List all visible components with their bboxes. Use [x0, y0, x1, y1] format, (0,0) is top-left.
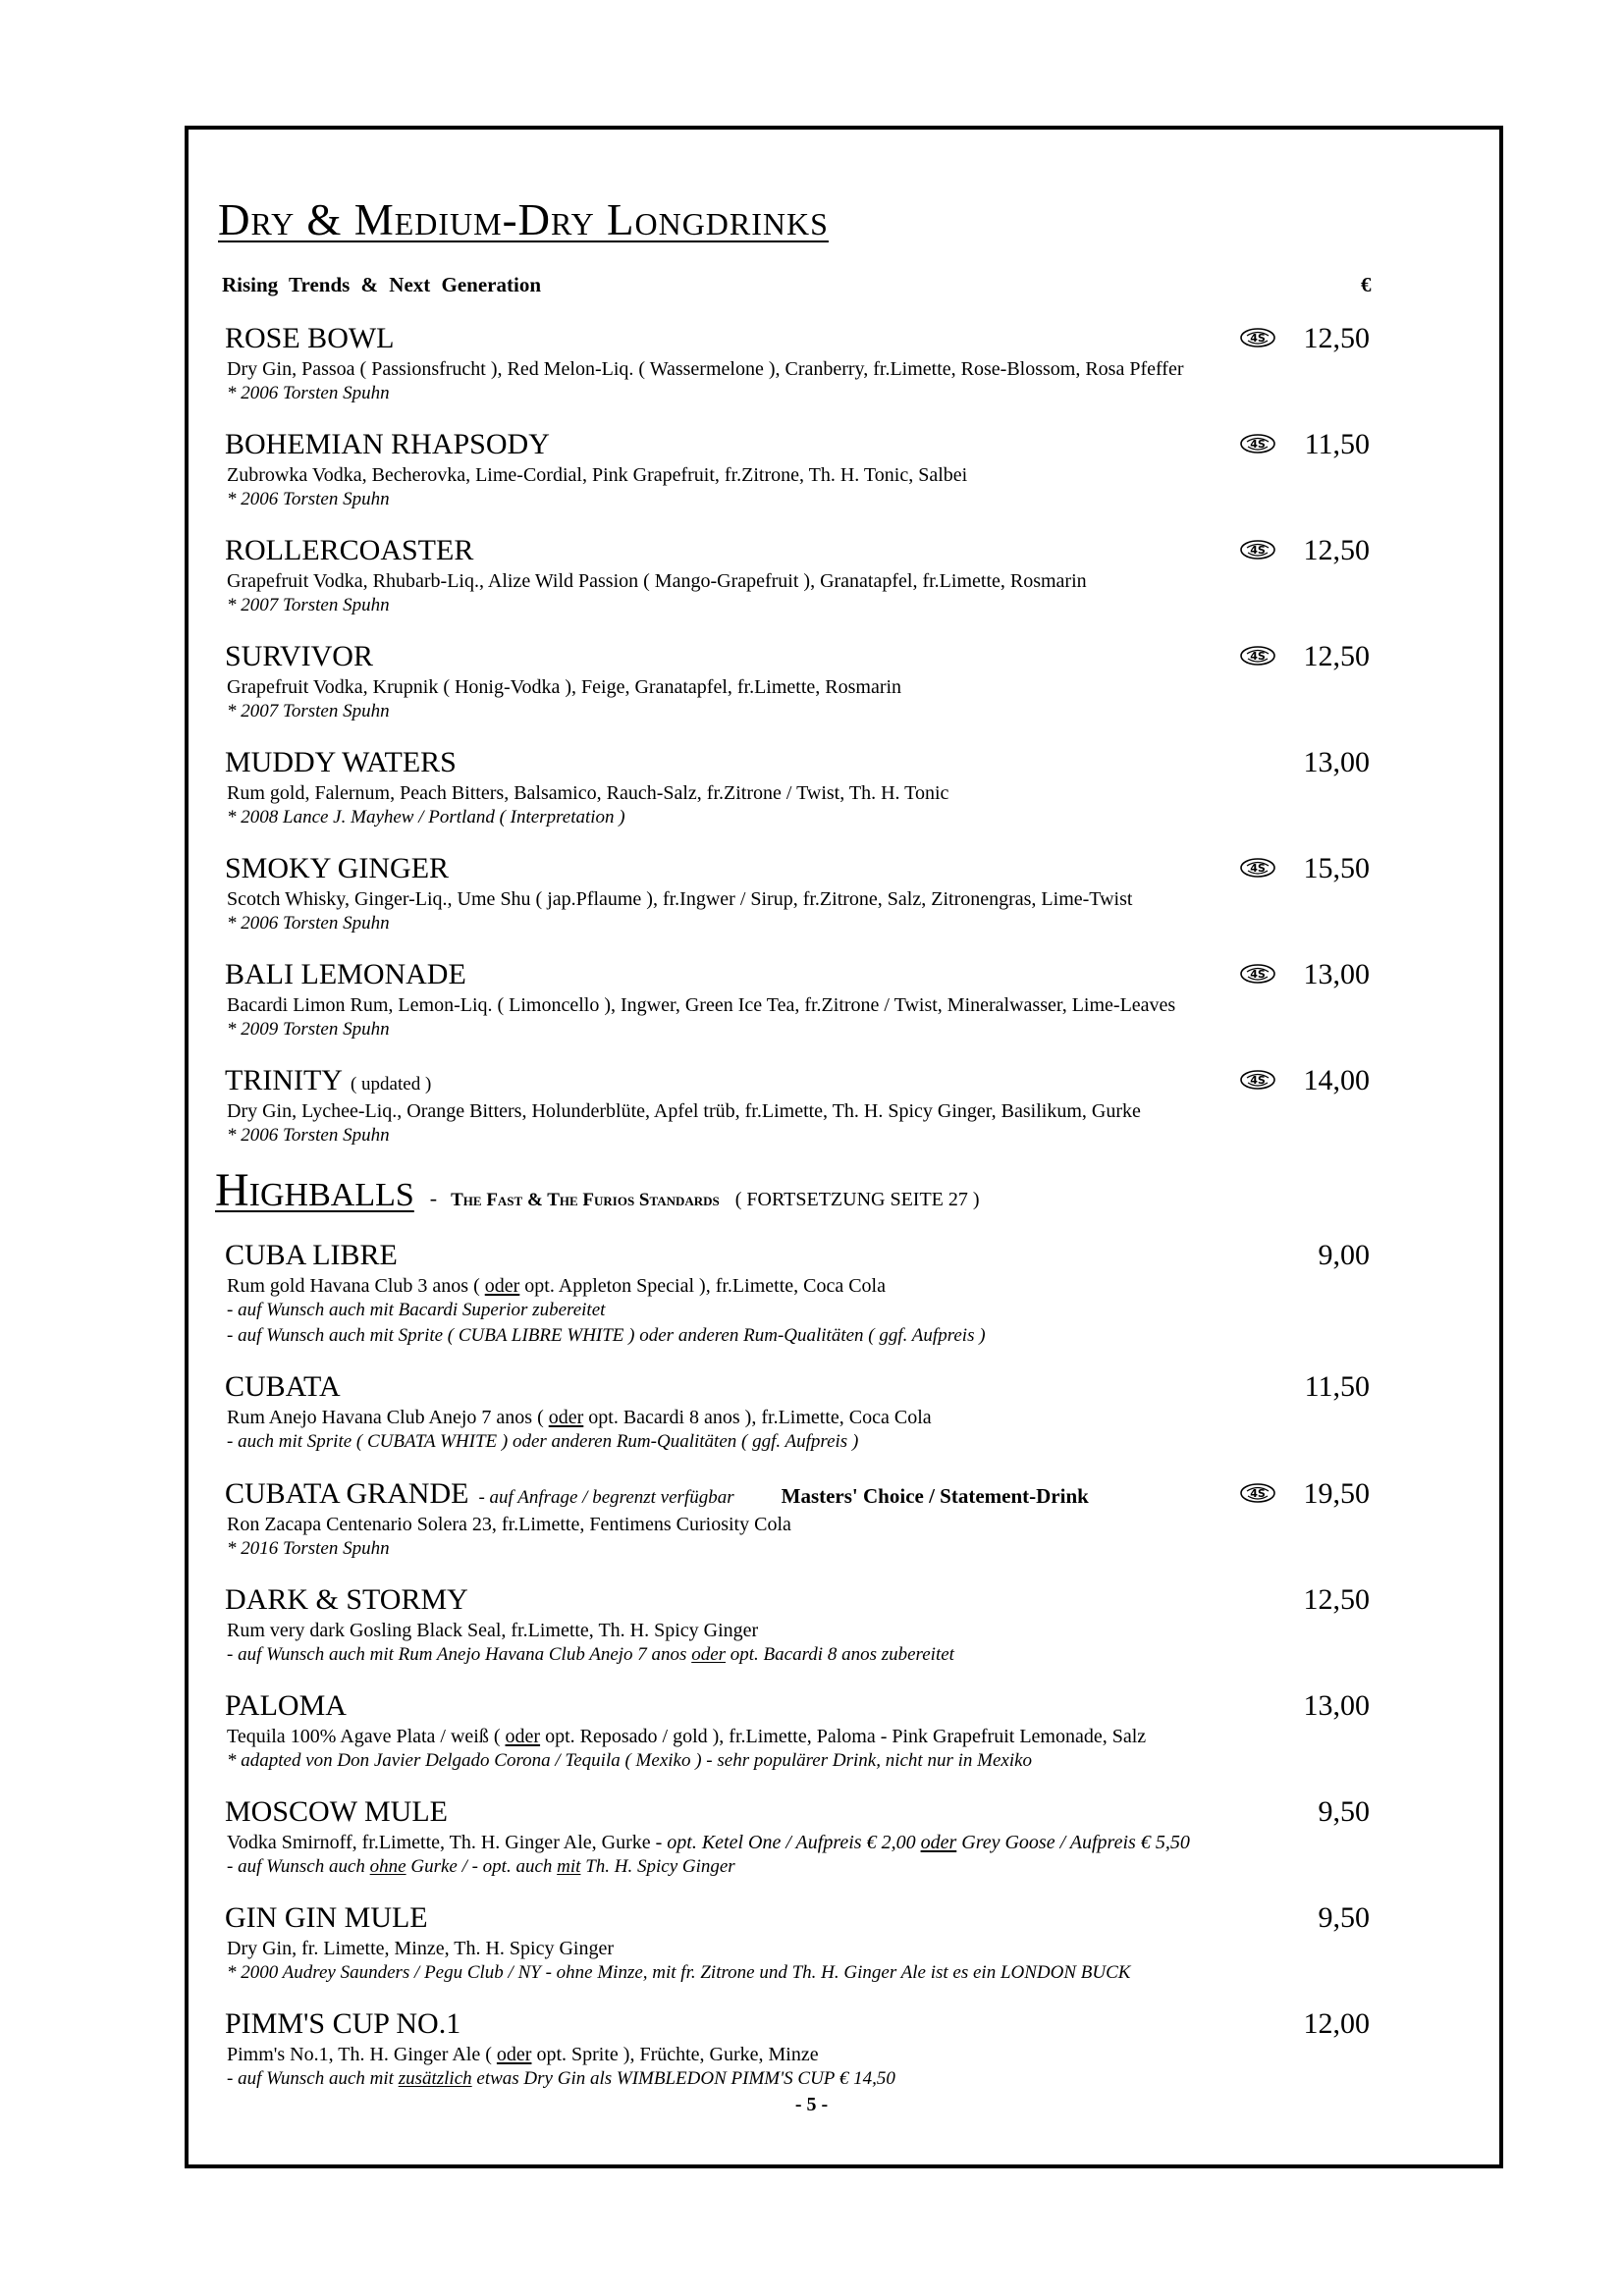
- desc-part: opt. Reposado / gold ), fr.Limette, Paloma - Pink Grapefruit Lemonade, Salz: [545, 1726, 1147, 1747]
- item-name: CUBATA: [225, 1370, 341, 1403]
- menu-item-dark-stormy: [0, 1583, 1623, 1665]
- item-name: SMOKY GINGER: [225, 852, 450, 884]
- desc-italic: opt. Ketel One / Aufpreis € 2,00: [667, 1832, 916, 1853]
- item-name: MOSCOW MULE: [225, 1795, 448, 1828]
- title-dash: -: [429, 1186, 438, 1210]
- item-description: Zubrowka Vodka, Becherovka, Lime-Cordial, Pink Grapefruit, fr.Zitrone, Th. H. Tonic, Salbei: [227, 464, 968, 486]
- continuation-note: ( FORTSETZUNG SEITE 27 ): [734, 1189, 980, 1210]
- item-description: Rum very dark Gosling Black Seal, fr.Limette, Th. H. Spicy Ginger: [227, 1620, 759, 1641]
- note-underlined: ohne: [369, 1856, 406, 1877]
- item-name-text: CUBATA GRANDE: [225, 1477, 469, 1510]
- item-price: 19,50: [1303, 1477, 1370, 1510]
- desc-underlined: oder: [484, 1275, 520, 1297]
- item-price: 12,00: [1303, 2007, 1370, 2040]
- desc-part: Rum Anejo Havana Club Anejo 7 anos (: [227, 1407, 544, 1428]
- menu-item-cuba-libre: [0, 1239, 1623, 1346]
- menu-item-cubata-grande: [0, 1477, 1623, 1559]
- award-icon: [1239, 1481, 1276, 1505]
- item-credit: * 2016 Torsten Spuhn: [227, 1538, 390, 1559]
- item-availability: - auf Anfrage / begrenzt verfügbar: [478, 1487, 734, 1508]
- item-name: DARK & STORMY: [225, 1583, 468, 1616]
- item-price: 14,00: [1303, 1064, 1370, 1096]
- item-price: 12,50: [1303, 640, 1370, 672]
- item-note: [227, 1644, 954, 1667]
- note-underlined: mit: [557, 1856, 581, 1877]
- item-price: 12,50: [1303, 322, 1370, 354]
- item-description: [227, 1831, 1190, 1854]
- item-credit: * 2000 Audrey Saunders / Pegu Club / NY - ohne Minze, mit fr. Zitrone und Th. H. Ginger Ale ist es ein LONDON BUCK: [227, 1962, 1131, 1983]
- currency-header: €: [1361, 273, 1372, 296]
- item-price: 12,50: [1303, 1583, 1370, 1616]
- menu-item-pimms-cup: [0, 2007, 1623, 2089]
- desc-underlined: oder: [920, 1832, 957, 1853]
- note-underlined: zusätzlich: [398, 2068, 472, 2089]
- item-choice-label: Masters' Choice / Statement-Drink: [781, 1484, 1089, 1508]
- item-note: - auch mit Sprite ( CUBATA WHITE ) oder anderen Rum-Qualitäten ( ggf. Aufpreis ): [227, 1431, 859, 1452]
- item-name: BOHEMIAN RHAPSODY: [225, 428, 550, 460]
- desc-part: Vodka Smirnoff, fr.Limette, Th. H. Ginger Ale, Gurke -: [227, 1832, 663, 1853]
- item-credit: * 2006 Torsten Spuhn: [227, 913, 390, 934]
- item-note: - auf Wunsch auch mit Bacardi Superior zubereitet: [227, 1300, 606, 1320]
- page-number: - 5 -: [794, 2094, 829, 2115]
- desc-part: opt. Appleton Special ), fr.Limette, Coca Cola: [524, 1275, 886, 1297]
- item-name: [225, 1066, 431, 1095]
- menu-item-rollercoaster: [0, 534, 1623, 615]
- menu-item-muddy-waters: [0, 746, 1623, 828]
- menu-item-moscow-mule: [0, 1795, 1623, 1877]
- item-description: Grapefruit Vodka, Krupnik ( Honig-Vodka ), Feige, Granatapfel, fr.Limette, Rosmarin: [227, 676, 902, 698]
- item-price: 9,00: [1318, 1239, 1370, 1271]
- item-description: Rum gold, Falernum, Peach Bitters, Balsamico, Rauch-Salz, fr.Zitrone / Twist, Th. H. Tonic: [227, 782, 949, 804]
- item-price: 11,50: [1304, 428, 1370, 460]
- menu-item-trinity: [0, 1064, 1623, 1146]
- item-description: [227, 1406, 932, 1429]
- desc-underlined: oder: [548, 1407, 584, 1428]
- item-note: [227, 1856, 735, 1879]
- highballs-subtitle: The Fast & The Furios Standards: [451, 1190, 720, 1210]
- item-credit: * adapted von Don Javier Delgado Corona / Tequila ( Mexiko ) - sehr populärer Drink, nicht nur in Mexiko: [227, 1750, 1033, 1771]
- item-credit: * 2006 Torsten Spuhn: [227, 489, 390, 509]
- item-price: 12,50: [1303, 534, 1370, 566]
- desc-part: opt. Sprite ), Früchte, Gurke, Minze: [536, 2044, 819, 2065]
- item-credit: * 2006 Torsten Spuhn: [227, 383, 390, 403]
- item-description: Ron Zacapa Centenario Solera 23, fr.Limette, Fentimens Curiosity Cola: [227, 1514, 791, 1535]
- award-icon: [1239, 538, 1276, 561]
- menu-item-smoky-ginger: [0, 852, 1623, 934]
- item-credit: * 2007 Torsten Spuhn: [227, 595, 390, 615]
- item-description: Grapefruit Vodka, Rhubarb-Liq., Alize Wild Passion ( Mango-Grapefruit ), Granatapfel, fr.Limette, Rosmarin: [227, 570, 1087, 592]
- section-title-highballs: [215, 1163, 980, 1217]
- desc-part: Tequila 100% Agave Plata / weiß (: [227, 1726, 501, 1747]
- item-credit: * 2008 Lance J. Mayhew / Portland ( Interpretation ): [227, 807, 625, 828]
- item-price: 13,00: [1303, 746, 1370, 778]
- item-description: Bacardi Limon Rum, Lemon-Liq. ( Limoncello ), Ingwer, Green Ice Tea, fr.Zitrone / Twist, Mineralwasser, Lime-Leaves: [227, 994, 1176, 1016]
- desc-underlined: oder: [496, 2044, 532, 2065]
- menu-item-survivor: [0, 640, 1623, 721]
- item-name: GIN GIN MULE: [225, 1901, 428, 1934]
- item-note: - auf Wunsch auch mit Sprite ( CUBA LIBRE WHITE ) oder anderen Rum-Qualitäten ( ggf. Aufpreis ): [227, 1325, 986, 1346]
- item-price: 9,50: [1318, 1795, 1370, 1828]
- note-part: Th. H. Spicy Ginger: [585, 1856, 735, 1877]
- item-name: CUBA LIBRE: [225, 1239, 398, 1271]
- item-description: Dry Gin, fr. Limette, Minze, Th. H. Spicy Ginger: [227, 1938, 615, 1959]
- award-icon: [1239, 326, 1276, 349]
- section-subtitle: Rising Trends & Next Generation: [222, 273, 542, 296]
- item-price: 13,00: [1303, 1689, 1370, 1722]
- item-name: SURVIVOR: [225, 640, 373, 672]
- item-name: PALOMA: [225, 1689, 347, 1722]
- desc-italic: Grey Goose / Aufpreis € 5,50: [961, 1832, 1190, 1853]
- award-icon: [1239, 856, 1276, 880]
- item-description: Scotch Whisky, Ginger-Liq., Ume Shu ( jap.Pflaume ), fr.Ingwer / Sirup, fr.Zitrone, Salz, Zitronengras, Lime-Twist: [227, 888, 1133, 910]
- menu-item-paloma: [0, 1689, 1623, 1771]
- item-note: ( updated ): [350, 1074, 432, 1095]
- note-part: - auf Wunsch auch mit: [227, 2068, 394, 2089]
- item-name: ROSE BOWL: [225, 322, 395, 354]
- desc-underlined: oder: [505, 1726, 541, 1747]
- menu-item-cubata: [0, 1370, 1623, 1452]
- award-icon: [1239, 432, 1276, 455]
- item-name-text: TRINITY: [225, 1064, 343, 1096]
- item-name: MUDDY WATERS: [225, 746, 457, 778]
- menu-item-gin-gin-mule: [0, 1901, 1623, 1983]
- item-description: Dry Gin, Passoa ( Passionsfrucht ), Red Melon-Liq. ( Wassermelone ), Cranberry, fr.Limette, Rose-Blossom, Rosa Pfeffer: [227, 358, 1184, 380]
- section-title-longdrinks: Dry & Medium-Dry Longdrinks: [218, 195, 829, 244]
- note-part: - auf Wunsch auch: [227, 1856, 365, 1877]
- award-icon: [1239, 1068, 1276, 1092]
- item-name: ROLLERCOASTER: [225, 534, 474, 566]
- item-credit: * 2009 Torsten Spuhn: [227, 1019, 390, 1040]
- item-description: [227, 2043, 819, 2066]
- menu-item-bali-lemonade: [0, 958, 1623, 1040]
- award-icon: [1239, 962, 1276, 986]
- desc-part: opt. Bacardi 8 anos ), fr.Limette, Coca Cola: [588, 1407, 932, 1428]
- item-name: [225, 1479, 1089, 1509]
- highballs-title: Highballs: [215, 1164, 414, 1216]
- item-description: [227, 1725, 1146, 1748]
- item-price: 13,00: [1303, 958, 1370, 990]
- item-credit: * 2006 Torsten Spuhn: [227, 1125, 390, 1146]
- note-part: etwas Dry Gin als WIMBLEDON PIMM'S CUP € 14,50: [476, 2068, 895, 2089]
- note-part: opt. Bacardi 8 anos zubereitet: [730, 1644, 954, 1665]
- item-price: 9,50: [1318, 1901, 1370, 1934]
- item-name: BALI LEMONADE: [225, 958, 466, 990]
- item-name: PIMM'S CUP NO.1: [225, 2007, 461, 2040]
- menu-item-bohemian-rhapsody: [0, 428, 1623, 509]
- award-icon: [1239, 644, 1276, 667]
- item-description: Dry Gin, Lychee-Liq., Orange Bitters, Holunderblüte, Apfel trüb, fr.Limette, Th. H. Spicy Ginger, Basilikum, Gurke: [227, 1100, 1141, 1122]
- note-part: Gurke / - opt. auch: [410, 1856, 553, 1877]
- desc-part: Pimm's No.1, Th. H. Ginger Ale (: [227, 2044, 492, 2065]
- item-price: 15,50: [1303, 852, 1370, 884]
- note-underlined: oder: [691, 1644, 727, 1665]
- item-note: [227, 2068, 895, 2091]
- item-price: 11,50: [1304, 1370, 1370, 1403]
- item-credit: * 2007 Torsten Spuhn: [227, 701, 390, 721]
- menu-item-rose-bowl: [0, 322, 1623, 403]
- note-part: - auf Wunsch auch mit Rum Anejo Havana Club Anejo 7 anos: [227, 1644, 687, 1665]
- desc-part: Rum gold Havana Club 3 anos (: [227, 1275, 480, 1297]
- item-description: [227, 1274, 886, 1298]
